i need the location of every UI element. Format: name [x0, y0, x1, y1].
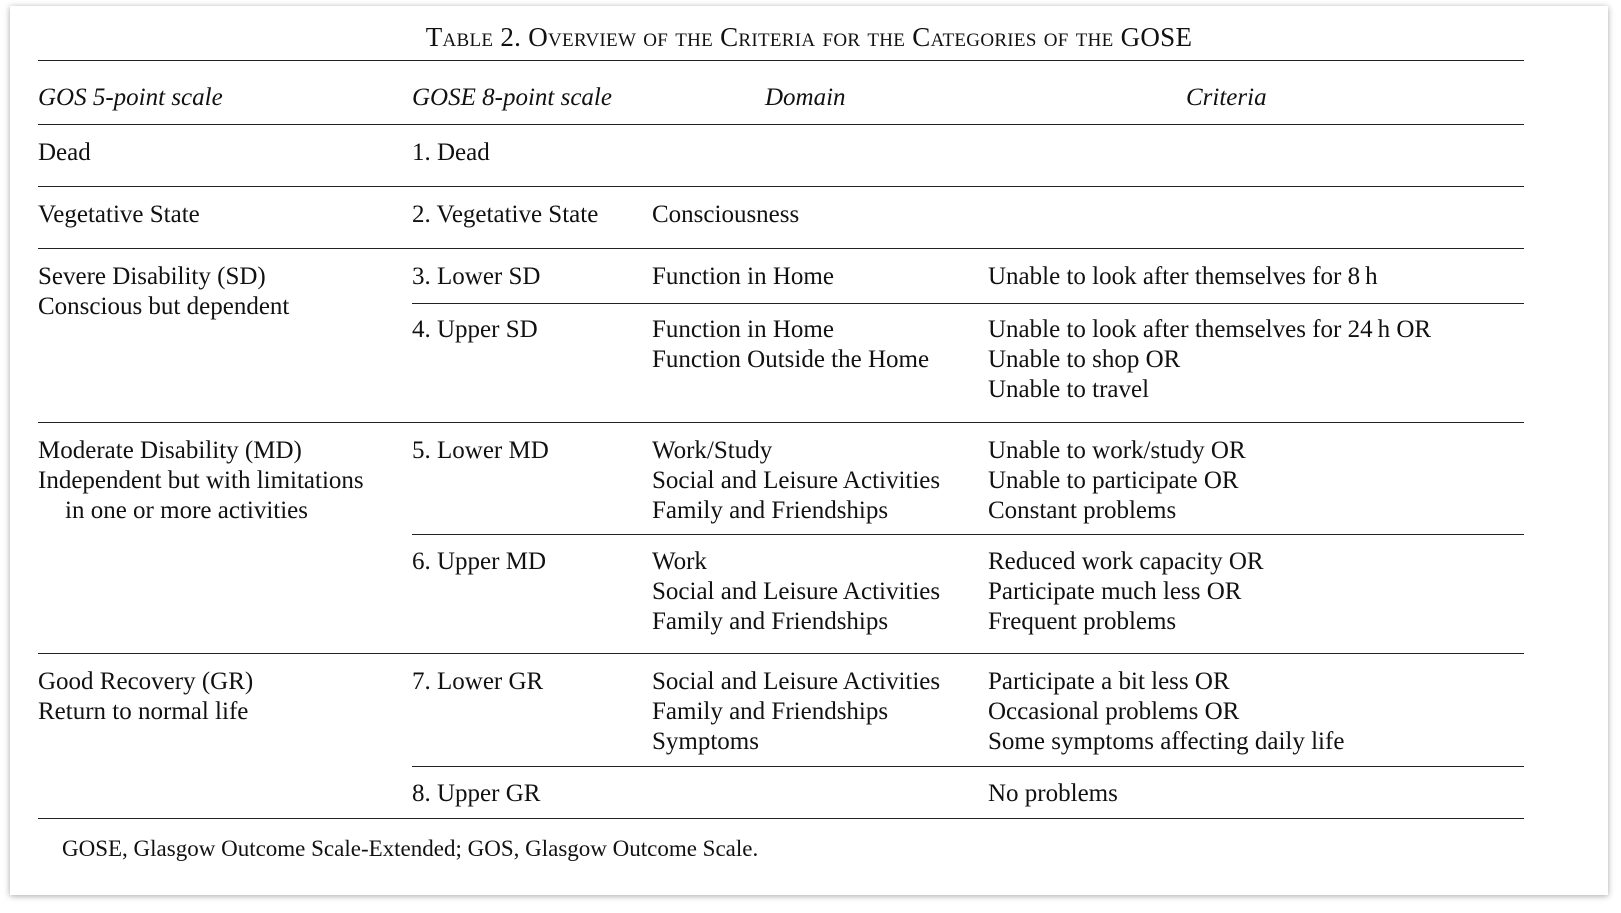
row-upper-gr-criteria [988, 779, 1118, 809]
row-upper-gr-gose: 8. Upper GR [412, 780, 541, 807]
rule-bottom [38, 818, 1524, 819]
row-good-gos [38, 667, 253, 727]
table-title-text: Table 2. Overview of the Criteria for the Categories of the GOSE [425, 22, 1193, 52]
domain-line: Function in Home [652, 263, 834, 290]
header-gose: GOSE 8-point scale [412, 84, 612, 111]
criteria-line: Unable to travel [988, 376, 1150, 403]
gos-line: Good Recovery (GR) [38, 668, 254, 695]
rule-after-dead [38, 186, 1524, 187]
criteria-line: Occasional problems OR [988, 698, 1240, 725]
row-upper-sd-domain [652, 315, 929, 375]
rule-md-sub [412, 534, 1524, 535]
criteria-line: Unable to participate OR [988, 467, 1239, 494]
domain-line: Symptoms [652, 728, 759, 755]
row-lower-md-domain [652, 436, 940, 526]
gos-line: Conscious but dependent [38, 293, 290, 320]
row-lower-gr-gose: 7. Lower GR [412, 668, 544, 695]
rule-after-moderate [38, 653, 1524, 654]
domain-line: Social and Leisure Activities [652, 578, 941, 605]
row-lower-gr-criteria [988, 667, 1344, 757]
row-lower-sd-criteria [988, 262, 1378, 292]
row-upper-sd-gose: 4. Upper SD [412, 316, 538, 343]
row-dead-gose: 1. Dead [412, 139, 490, 166]
gos-line: Vegetative State [38, 201, 200, 228]
gos-line: Severe Disability (SD) [38, 263, 266, 290]
row-vegetative-gose: 2. Vegetative State [412, 201, 599, 228]
gos-line: Dead [38, 139, 91, 166]
criteria-line: Unable to look after themselves for 8 h [988, 263, 1378, 290]
row-vegetative-domain [652, 200, 799, 230]
domain-line: Function in Home [652, 316, 834, 343]
domain-line: Function Outside the Home [652, 346, 930, 373]
domain-line: Work/Study [652, 437, 773, 464]
domain-line: Family and Friendships [652, 698, 889, 725]
row-lower-sd-gose: 3. Lower SD [412, 263, 541, 290]
rule-sd-sub [412, 303, 1524, 304]
criteria-line: Unable to look after themselves for 24 h OR [988, 316, 1432, 343]
rule-header [38, 124, 1524, 125]
table-footnote: GOSE, Glasgow Outcome Scale-Extended; GOS, Glasgow Outcome Scale. [62, 836, 759, 861]
rule-top [38, 60, 1524, 61]
domain-line: Family and Friendships [652, 497, 889, 524]
criteria-line: Some symptoms affecting daily life [988, 728, 1345, 755]
criteria-line: Unable to work/study OR [988, 437, 1246, 464]
row-upper-md-gose: 6. Upper MD [412, 548, 547, 575]
domain-line: Consciousness [652, 201, 800, 228]
header-gos: GOS 5-point scale [38, 84, 223, 111]
row-upper-md-criteria [988, 547, 1264, 637]
gos-line: in one or more activities [65, 497, 308, 524]
row-moderate-gos [38, 436, 364, 526]
domain-line: Work [652, 548, 707, 575]
domain-line: Family and Friendships [652, 608, 889, 635]
row-vegetative-gos [38, 200, 200, 230]
domain-line: Social and Leisure Activities [652, 668, 941, 695]
criteria-line: No problems [988, 780, 1118, 807]
row-lower-md-gose: 5. Lower MD [412, 437, 549, 464]
criteria-line: Frequent problems [988, 608, 1177, 635]
row-upper-md-domain [652, 547, 940, 637]
criteria-line: Participate a bit less OR [988, 668, 1230, 695]
domain-line: Social and Leisure Activities [652, 467, 941, 494]
row-lower-sd-domain [652, 262, 834, 292]
header-domain: Domain [765, 84, 846, 111]
criteria-line: Constant problems [988, 497, 1177, 524]
table-card [10, 6, 1608, 895]
gos-line: Moderate Disability (MD) [38, 437, 302, 464]
row-lower-gr-domain [652, 667, 940, 757]
rule-gr-sub [412, 766, 1524, 767]
row-dead-gos [38, 138, 91, 168]
row-lower-md-criteria [988, 436, 1246, 526]
header-criteria: Criteria [1186, 84, 1267, 111]
rule-after-severe [38, 422, 1524, 423]
criteria-line: Reduced work capacity OR [988, 548, 1264, 575]
criteria-line: Unable to shop OR [988, 346, 1181, 373]
gos-line: Independent but with limitations [38, 467, 364, 494]
rule-after-vegetative [38, 248, 1524, 249]
gos-line: Return to normal life [38, 698, 249, 725]
criteria-line: Participate much less OR [988, 578, 1242, 605]
row-upper-sd-criteria [988, 315, 1431, 405]
row-severe-gos [38, 262, 289, 322]
table-title [10, 22, 1608, 53]
